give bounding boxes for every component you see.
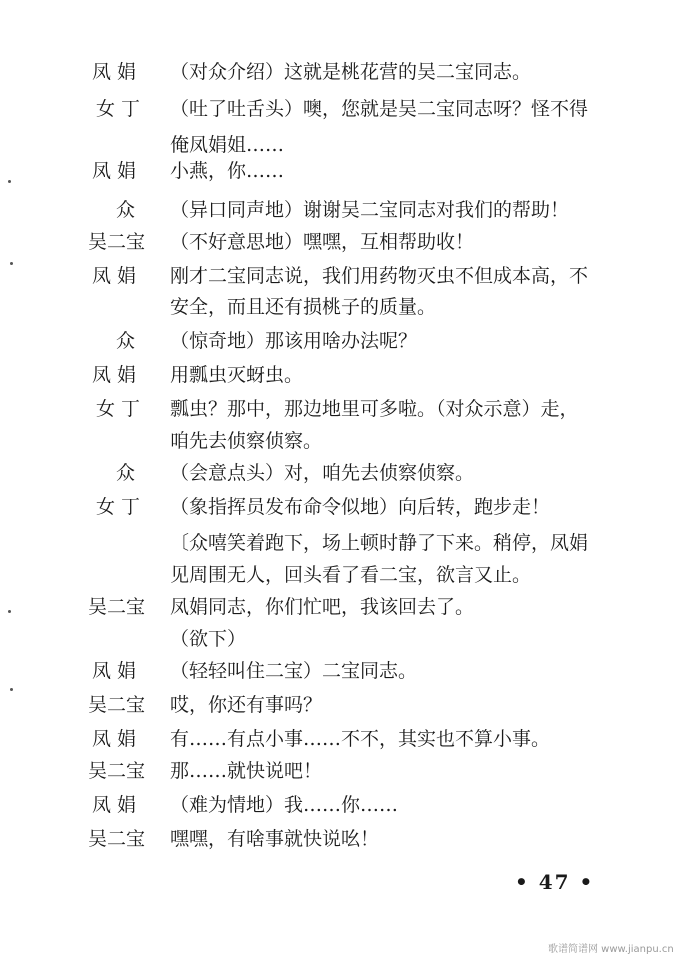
- speaker-name: 吴二宝: [88, 231, 146, 253]
- speaker-name: 凤 娟: [92, 61, 137, 83]
- speaker-name: 众: [116, 462, 136, 484]
- dialogue-line: [0, 195, 690, 225]
- line-text: （欲下）: [170, 628, 247, 650]
- page-number: • 47 •: [515, 870, 595, 894]
- line-text: （不好意思地）嘿嘿，互相帮助收！: [170, 231, 475, 253]
- dialogue-line: [0, 458, 690, 488]
- line-text: 哎，你还有事吗？: [170, 694, 323, 716]
- speaker-name: 凤 娟: [92, 364, 137, 386]
- line-text: （吐了吐舌头）噢，您就是吴二宝同志呀？怪不得: [170, 98, 589, 120]
- dialogue-line: [0, 824, 690, 854]
- line-text: 咱先去侦察侦察。: [170, 430, 323, 452]
- line-text: 瓢虫？那中，那边地里可多啦。（对众示意）走，: [170, 398, 579, 420]
- dialogue-line: [0, 656, 690, 686]
- site-watermark: 歌谱简谱网 www.jianpu.cn: [548, 944, 674, 955]
- dialogue-line: [0, 724, 690, 754]
- dialogue-line: [0, 756, 690, 786]
- speaker-name: 吴二宝: [88, 828, 146, 850]
- speaker-name: 吴二宝: [88, 694, 146, 716]
- dialogue-line: [0, 94, 690, 124]
- dialogue-line: [0, 492, 690, 522]
- dialogue-line: [0, 326, 690, 356]
- speaker-name: 凤 娟: [92, 660, 137, 682]
- speaker-name: 凤 娟: [92, 728, 137, 750]
- dialogue-line: [0, 57, 690, 87]
- line-text: 那……就快说吧！: [170, 760, 323, 782]
- line-text: （异口同声地）谢谢吴二宝同志对我们的帮助！: [170, 199, 570, 221]
- dialogue-line: [0, 156, 690, 186]
- line-text: （对众介绍）这就是桃花营的吴二宝同志。: [170, 61, 532, 83]
- line-text: （惊奇地）那该用啥办法呢？: [170, 330, 418, 352]
- line-text: （轻轻叫住二宝）二宝同志。: [170, 660, 418, 682]
- dialogue-line: [0, 227, 690, 257]
- dialogue-line-continued: [0, 292, 690, 322]
- line-text: 安全，而且还有损桃子的质量。: [170, 296, 437, 318]
- dialogue-line: [0, 592, 690, 622]
- speaker-name: 凤 娟: [92, 160, 137, 182]
- dialogue-line: [0, 360, 690, 390]
- line-text: 俺凤娟姐……: [170, 134, 285, 156]
- line-text: 见周围无人，回头看了看二宝，欲言又止。: [170, 564, 532, 586]
- stage-direction: [0, 528, 690, 558]
- speaker-name: 女 丁: [96, 98, 141, 120]
- line-text: 〔众嘻笑着跑下，场上顿时静了下来。稍停，凤娟: [170, 532, 589, 554]
- speaker-name: 女 丁: [96, 496, 141, 518]
- speaker-name: 众: [116, 330, 136, 352]
- dialogue-line-continued: [0, 426, 690, 456]
- line-text: 刚才二宝同志说，我们用药物灭虫不但成本高，不: [170, 265, 589, 287]
- speaker-name: 女 丁: [96, 398, 141, 420]
- line-text: 嘿嘿，有啥事就快说吆！: [170, 828, 380, 850]
- dialogue-line: [0, 394, 690, 424]
- line-text: 用瓢虫灭蚜虫。: [170, 364, 304, 386]
- speaker-name: 吴二宝: [88, 760, 146, 782]
- line-text: （象指挥员发布命令似地）向后转，跑步走！: [170, 496, 551, 518]
- speaker-name: 凤 娟: [92, 265, 137, 287]
- line-text: 凤娟同志，你们忙吧，我该回去了。: [170, 596, 475, 618]
- dialogue-line: [0, 790, 690, 820]
- dialogue-line: [0, 690, 690, 720]
- speaker-name: 吴二宝: [88, 596, 146, 618]
- line-text: 有……有点小事……不不，其实也不算小事。: [170, 728, 551, 750]
- speaker-name: 众: [116, 199, 136, 221]
- dialogue-line: [0, 261, 690, 291]
- line-text: 小燕，你……: [170, 160, 285, 182]
- line-text: （会意点头）对，咱先去侦察侦察。: [170, 462, 475, 484]
- speaker-name: 凤 娟: [92, 794, 137, 816]
- line-text: （难为情地）我……你……: [170, 794, 399, 816]
- dialogue-line-continued: [0, 624, 690, 654]
- stage-direction-continued: [0, 560, 690, 590]
